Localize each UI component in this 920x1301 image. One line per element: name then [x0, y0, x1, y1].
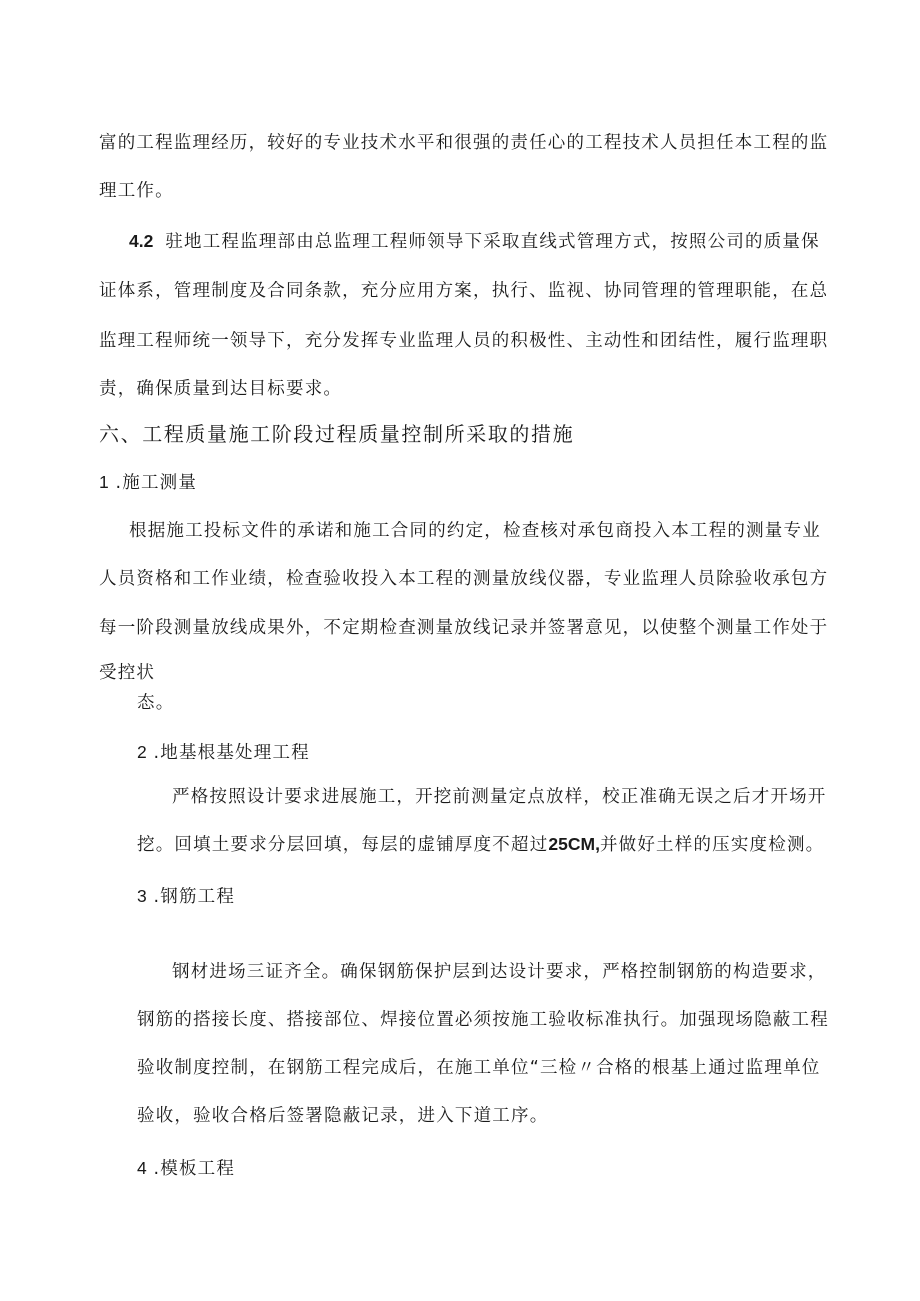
paragraph-line: 证体系，管理制度及合同条款，充分应用方案，执行、监视、协同管理的管理职能，在总 — [99, 281, 829, 301]
subsection-title — [99, 471, 197, 494]
subsection-title-text: .模板工程 — [153, 1159, 236, 1179]
paragraph-line: 富的工程监理经历，较好的专业技术水平和很强的责任心的工程技术人员担任本工程的监 — [99, 133, 829, 153]
subsection-title — [137, 885, 235, 908]
subsection-number: 1 — [99, 472, 109, 492]
section-heading: 六、工程质量施工阶段过程质量控制所采取的措施 — [99, 422, 575, 446]
subsection-number: 3 — [137, 886, 147, 906]
paragraph-line: 责，确保质量到达目标要求。 — [99, 379, 343, 399]
paragraph-text: 并做好土样的压实度检测。 — [599, 835, 825, 855]
section-number: 4.2 — [129, 231, 154, 251]
paragraph-line: 每一阶段测量放线成果外，不定期检查测量放线记录并签署意见，以使整个测量工作处于 — [99, 618, 829, 638]
subsection-title-text: .地基根基处理工程 — [153, 743, 310, 763]
paragraph-line: 严格按照设计要求进展施工，开挖前测量定点放样，校正准确无误之后才开场开 — [172, 787, 827, 807]
paragraph-line: 钢筋的搭接长度、搭接部位、焊接位置必须按施工验收标准执行。加强现场隐蔽工程 — [137, 1010, 829, 1030]
paragraph-line: 人员资格和工作业绩，检查验收投入本工程的测量放线仪器，专业监理人员除验收承包方 — [99, 569, 829, 589]
subsection-number: 4 — [137, 1158, 147, 1178]
paragraph-line: 理工作。 — [99, 181, 174, 201]
paragraph-text: 挖。回填土要求分层回填，每层的虚铺厚度不超过 — [137, 835, 549, 855]
paragraph-line: 钢材进场三证齐全。确保钢筋保护层到达设计要求，严格控制钢筋的构造要求， — [172, 962, 827, 982]
paragraph-line: 验收，验收合格后签署隐蔽记录，进入下道工序。 — [137, 1106, 549, 1126]
paragraph-line — [137, 833, 824, 856]
subsection-title-text: .施工测量 — [115, 473, 198, 493]
subsection-number: 2 — [137, 742, 147, 762]
measurement-value: 25CM, — [548, 834, 600, 854]
paragraph-text: 驻地工程监理部由总监理工程师领导下采取直线式管理方式，按照公司的质量保 — [165, 232, 820, 252]
subsection-title — [137, 1157, 235, 1180]
paragraph-line: 受控状 — [99, 663, 156, 683]
paragraph-line: 根据施工投标文件的承诺和施工合同的约定，检查核对承包商投入本工程的测量专业 — [129, 521, 821, 541]
paragraph-line: 态。 — [137, 693, 175, 713]
paragraph-line: 监理工程师统一领导下，充分发挥专业监理人员的积极性、主动性和团结性，履行监理职 — [99, 331, 829, 351]
subsection-title-text: .钢筋工程 — [153, 887, 236, 907]
paragraph-line: 验收制度控制，在钢筋工程完成后，在施工单位“三检〃合格的根基上通过监理单位 — [137, 1058, 821, 1078]
subsection-title — [137, 741, 310, 764]
paragraph-line — [129, 230, 820, 253]
